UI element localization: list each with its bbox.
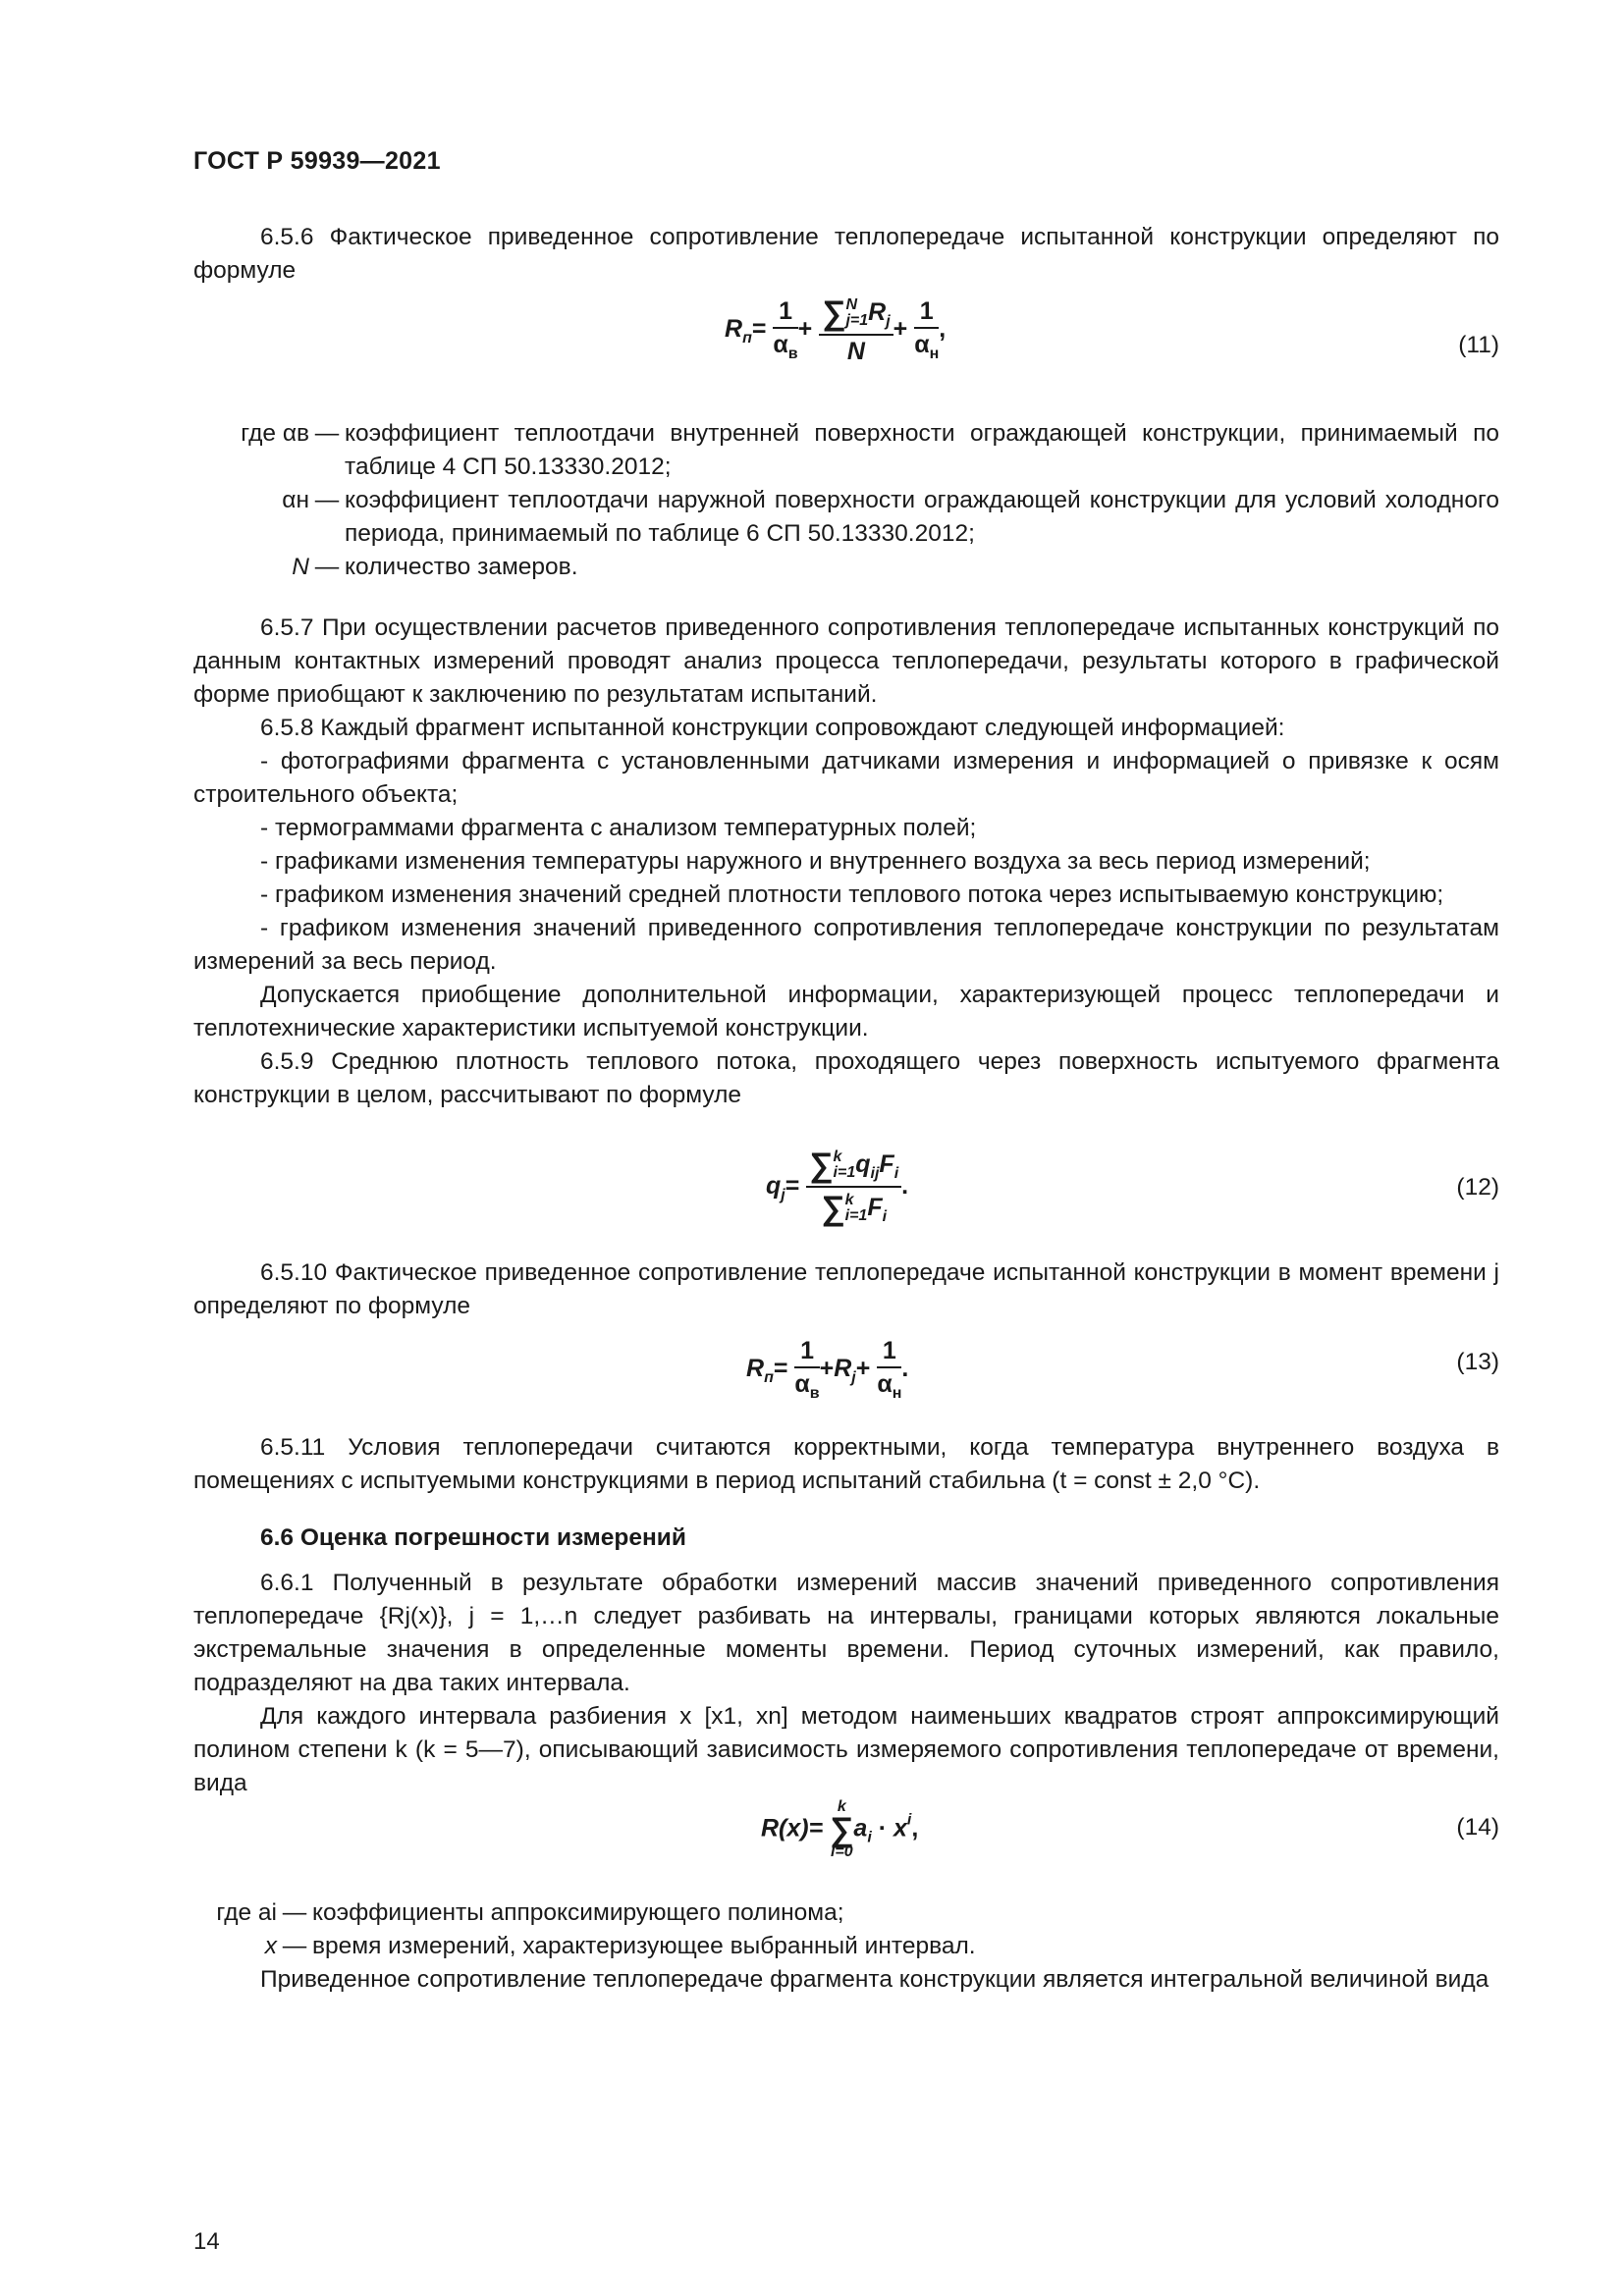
paragraph-6-5-8-addendum: Допускается приобщение дополнительной информации, характеризующей процесс теплопередачи и теплотехнические характеристики испытуемой конструкции. bbox=[193, 982, 1499, 1041]
formula-12: $q_j=$ ∑ k i=1 $q_{ij}F_i$ ∑ k i=1 $F_i$ . bbox=[766, 1147, 909, 1227]
definition-row bbox=[193, 1896, 1499, 1930]
paragraph-6-6-1-c: Приведенное сопротивление теплопередаче фрагмента конструкции является интегральной величиной вида bbox=[260, 1966, 1489, 1993]
definition-body: время измерений, характеризующее выбранный интервал. bbox=[312, 1933, 976, 1959]
formula-13-frac-alpha-v: 1 $\alpha_в$ bbox=[794, 1337, 820, 1402]
formula-13-number: (13) bbox=[1456, 1349, 1499, 1375]
section-6-5-11 bbox=[193, 1431, 1499, 1800]
formula-12-fraction: ∑ k i=1 $q_{ij}F_i$ ∑ k i=1 $F_i$ bbox=[806, 1147, 901, 1228]
section-6-5-10 bbox=[193, 1256, 1499, 1323]
definition-body: коэффициент теплоотдачи наружной поверхности ограждающей конструкции для условий холодного периода, принимаемый по таблице 6 СП 50.13330.2012; bbox=[345, 487, 1499, 547]
paragraph-6-5-11: 6.5.11 Условия теплопередачи считаются корректными, когда температура внутреннего воздуха в помещениях с испытуемыми конструкциями в период испытаний стабильна (t = const ± 2,0 °С). bbox=[193, 1434, 1499, 1494]
formula-11-number: (11) bbox=[1458, 332, 1499, 358]
formula-11-frac-alpha-v: 1 $\alpha_в$ bbox=[773, 297, 798, 362]
formula-13: $R_п=$ 1 $\alpha_в$ $+R_j+$ 1 $\alpha_н$ . bbox=[746, 1337, 909, 1402]
definition-row bbox=[193, 1930, 1499, 1963]
formula-11: $R_п=$ 1 $\alpha_в$ + ∑ N j=1 $R_j$ N + 1 $\alpha_н$ , bbox=[725, 294, 947, 365]
section-6-5-6 bbox=[193, 221, 1499, 288]
definition-row bbox=[193, 484, 1499, 551]
definition-row bbox=[193, 551, 1499, 584]
list-item: - графиком изменения значений средней плотности теплового потока через испытываемую конструкцию; bbox=[260, 881, 1444, 908]
list-item: - графиком изменения значений приведенного сопротивления теплопередаче конструкции по результатам измерений за весь период. bbox=[193, 915, 1499, 975]
paragraph-6-5-9: 6.5.9 Среднюю плотность теплового потока, проходящего через поверхность испытуемого фрагмента конструкции в целом, рассчитывают по формуле bbox=[193, 1048, 1499, 1108]
paragraph-6-5-8: 6.5.8 Каждый фрагмент испытанной конструкции сопровождают следующей информацией: bbox=[260, 715, 1285, 741]
list-item: - графиками изменения температуры наружного и внутреннего воздуха за весь период измерений; bbox=[260, 848, 1371, 875]
list-item: - фотографиями фрагмента с установленными датчиками измерения и информацией о привязке к осям строительного объекта; bbox=[193, 748, 1499, 808]
definition-term: x bbox=[264, 1933, 277, 1959]
section-6-5-7-to-6-5-9 bbox=[193, 612, 1499, 1112]
definition-body: коэффициент теплоотдачи внутренней поверхности ограждающей конструкции, принимаемый по таблице 4 СП 50.13330.2012; bbox=[345, 420, 1499, 480]
definition-dash: — bbox=[314, 420, 340, 447]
definition-term: где ai bbox=[216, 1899, 277, 1926]
paragraph-6-5-7: 6.5.7 При осуществлении расчетов приведенного сопротивления теплопередаче испытанных конструкций по данным контактных измерений проводят анализ процесса теплопередачи, результаты которого в графической форме приобщают к заключению по результатам испытаний. bbox=[193, 614, 1499, 708]
definition-term: где αв bbox=[241, 420, 309, 447]
definition-row bbox=[193, 417, 1499, 484]
definition-body: количество замеров. bbox=[345, 554, 578, 580]
definition-dash: — bbox=[282, 1933, 307, 1959]
definition-term: αн bbox=[282, 487, 309, 513]
definition-dash: — bbox=[314, 554, 340, 580]
formula-11-lhs: $R_п$ bbox=[725, 315, 752, 347]
definitions-formula-14 bbox=[193, 1896, 1499, 1997]
definition-dash: — bbox=[314, 487, 340, 513]
paragraph-6-6-1-b: Для каждого интервала разбиения x [x1, xn] методом наименьших квадратов строят аппроксимирующий полином степени k (k = 5—7), описывающий зависимость измеряемого сопротивления теплопередаче от времени, вида bbox=[193, 1703, 1499, 1796]
paragraph-6-5-6: 6.5.6 Фактическое приведенное сопротивление теплопередаче испытанной конструкции определяют по формуле bbox=[193, 224, 1499, 284]
definitions-formula-11 bbox=[193, 417, 1499, 584]
formula-14-number: (14) bbox=[1456, 1814, 1499, 1841]
formula-12-number: (12) bbox=[1456, 1174, 1499, 1201]
paragraph-6-6-1: 6.6.1 Полученный в результате обработки измерений массив значений приведенного сопротивления теплопередаче {Rj(x)}, j = 1,…n следует разбивать на интервалы, границами которых являются локальные экстремальные значения в определенные моменты времени. Период суточных измерений, как правило, подразделяют на два таких интервала. bbox=[193, 1570, 1499, 1696]
formula-14-sum: k ∑ i=0 bbox=[830, 1798, 854, 1860]
formula-13-frac-alpha-n: 1 $\alpha_н$ bbox=[877, 1337, 902, 1402]
section-heading-6-6: 6.6 Оценка погрешности измерений bbox=[260, 1524, 686, 1551]
list-item: - термограммами фрагмента с анализом температурных полей; bbox=[260, 815, 977, 841]
formula-11-frac-alpha-n: 1 $\alpha_н$ bbox=[914, 297, 940, 362]
definition-dash: — bbox=[282, 1899, 307, 1926]
definition-body: коэффициенты аппроксимирующего полинома; bbox=[312, 1899, 844, 1926]
formula-11-frac-sum: ∑ N j=1 $R_j$ N bbox=[819, 294, 893, 366]
definition-term: N bbox=[292, 554, 309, 580]
paragraph-6-5-10: 6.5.10 Фактическое приведенное сопротивление теплопередаче испытанной конструкции в момент времени j определяют по формуле bbox=[193, 1259, 1499, 1319]
formula-14: R(x)= k ∑ i=0 $a_i \cdot x^i$, bbox=[761, 1798, 919, 1860]
document-header: ГОСТ Р 59939—2021 bbox=[193, 147, 441, 175]
page-number: 14 bbox=[193, 2228, 220, 2255]
